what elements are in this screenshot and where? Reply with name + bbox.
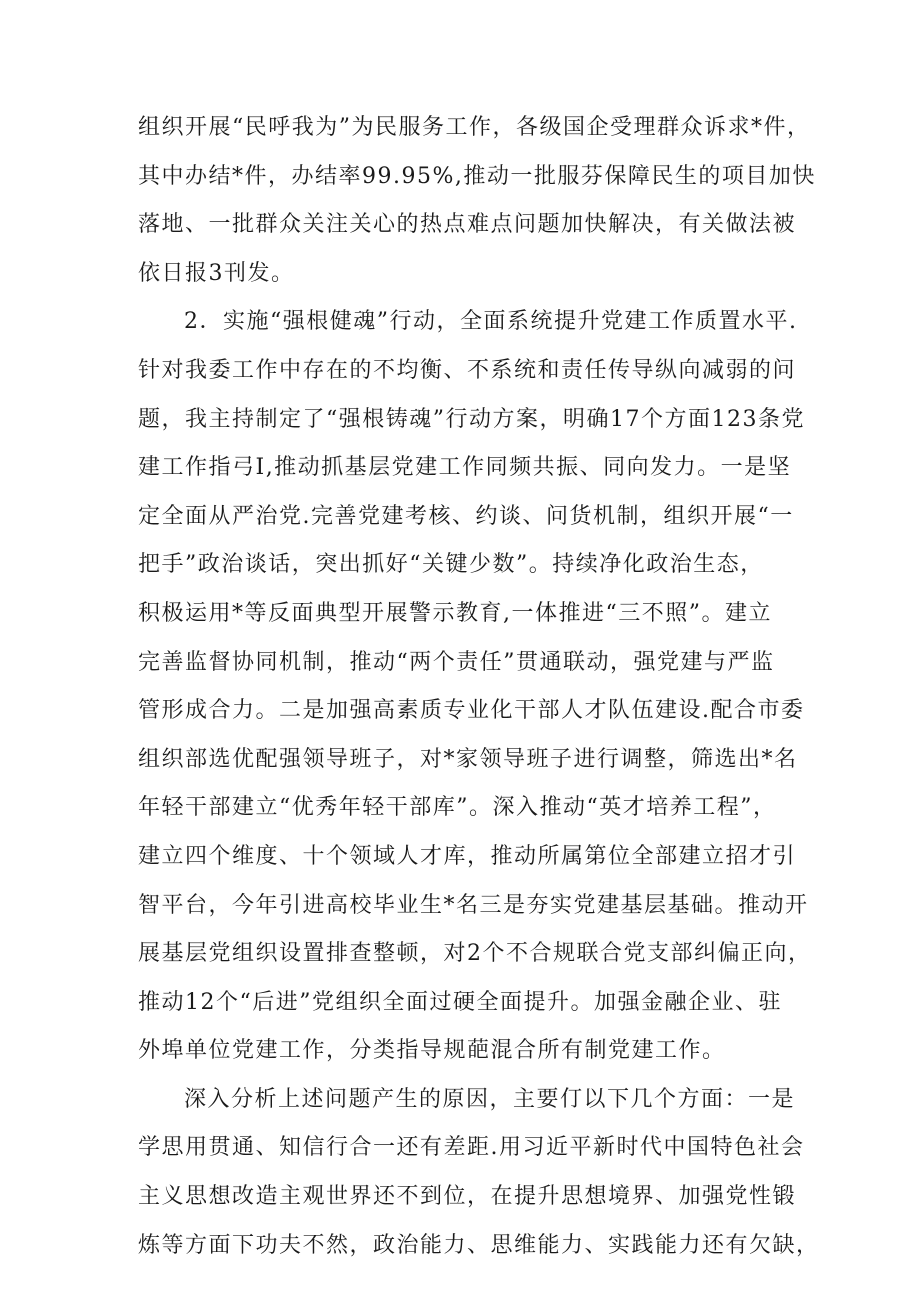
text-line: 建立四个维度、十个领域人才库，推动所属第位全部建立招才引 xyxy=(138,843,797,869)
text-line: 智平台，今年引进高校毕业生*名三是夯实党建基层基础。推动开 xyxy=(138,892,809,918)
text-line: 把手”政治谈话，突出抓好“关键少数”。持续净化政治生态， xyxy=(138,552,764,578)
text-line: 依日报3刊发。 xyxy=(138,260,295,286)
section-heading-line: 2．实施“强根健魂”行动，全面系统提升党建工作质置水平. xyxy=(184,309,798,335)
text-line: 积极运用*等反面典型开展警示教育,一体推进“三不照”。建立 xyxy=(138,600,772,626)
text-line: 针对我委工作中存在的不均衡、不系统和责任传导纵向减弱的问 xyxy=(138,357,797,383)
text-line: 展基层党组织设置排查整顿，对2个不合规联合党支部纠偏正向， xyxy=(138,941,812,967)
text-line: 管形成合力。二是加强高素质专业化干部人才队伍建设.配合市委 xyxy=(138,698,805,724)
text-line: 炼等方面下功夫不然，政治能力、思维能力、实践能力还有欠缺， xyxy=(138,1232,820,1258)
text-line: 外埠单位党建工作，分类指导规葩混合所有制党建工作。 xyxy=(138,1038,726,1064)
text-line: 定全面从严治党.完善党建考核、约谈、问货机制，组织开展“一 xyxy=(138,503,794,529)
document-body xyxy=(138,104,820,1270)
text-line: 推动12个“后进”党组织全面过硬全面提升。加强金融企业、驻 xyxy=(138,989,782,1015)
text-line: 题，我主持制定了“强根铸魂”行动方案，明确17个方面123条党 xyxy=(138,406,805,432)
paragraph-start-line: 深入分析上述问题产生的原因，主要仃以下几个方面：一是 xyxy=(184,1086,796,1112)
text-line: 学思用贯通、知信行合一还有差距.用习近平新时代中国特色社会 xyxy=(138,1135,805,1161)
text-line: 组织部选优配强领导班子，对*家领导班子进行调整，筛选出*名 xyxy=(138,746,798,772)
text-line: 落地、一批群众关注关心的热点难点问题加快解决，有关做法被 xyxy=(138,212,797,238)
text-line: 建工作指弓I,推动抓基层党建工作同频共振、同向发力。一是坚 xyxy=(138,455,792,481)
text-line: 年轻干部建立“优秀年轻干部库”。深入推动“英才培养工程”， xyxy=(138,795,777,821)
text-line: 组织开展“民呼我为”为民服务工作，各级国企受理群众诉求*件， xyxy=(138,115,811,140)
text-line: 主义思想改造主观世界还不到位，在提升思想境界、加强党性锻 xyxy=(138,1184,797,1210)
text-line: 完善监督协同机制，推动“两个责任”贯通联动，强党建与严监 xyxy=(138,649,775,675)
text-line: 其中办结*件，办结率99.95%,推动一批服芬保障民生的项目加快 xyxy=(138,163,816,189)
